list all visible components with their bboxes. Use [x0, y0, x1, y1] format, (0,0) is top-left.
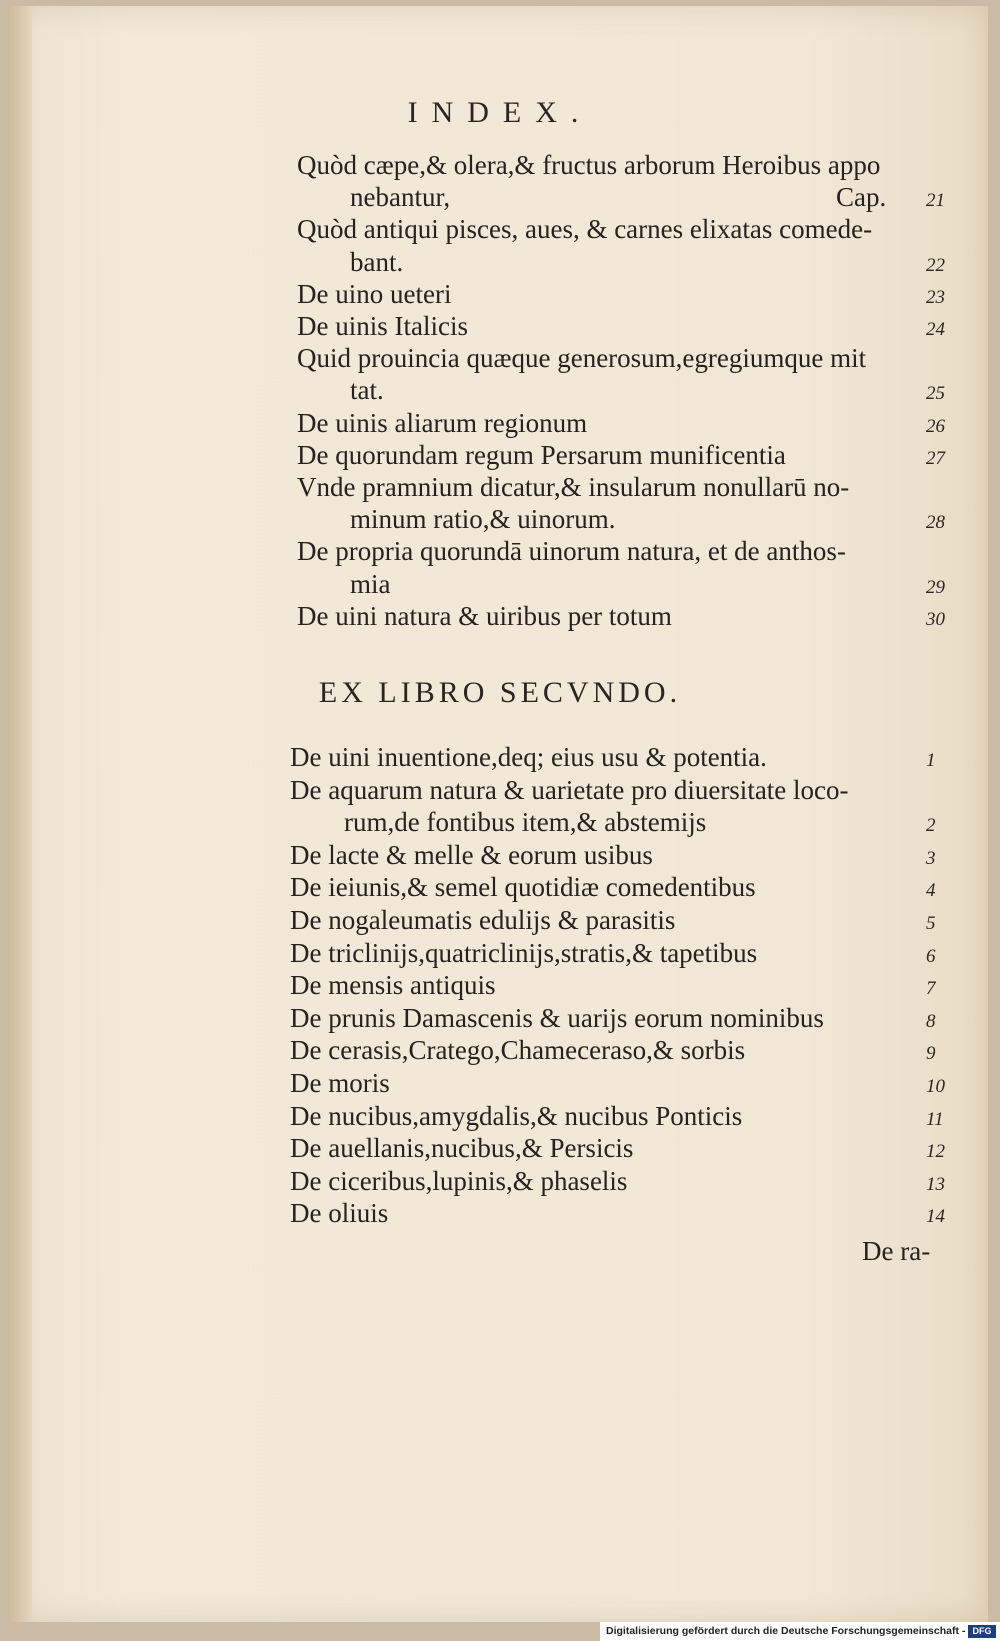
index-entry-line: De triclinijs,quatriclinijs,stratis,& tapetibus	[290, 937, 758, 968]
index-entry-line: De moris	[290, 1068, 390, 1098]
chapter-number: 28	[926, 512, 945, 534]
index-entry-line: minum ratio,& uinorum.	[350, 504, 616, 535]
chapter-number: 22	[926, 254, 945, 276]
chapter-number: 10	[926, 1076, 945, 1097]
chapter-number: 14	[926, 1206, 945, 1228]
chapter-number: 30	[926, 608, 945, 630]
index-entry-line: De ieiunis,& semel quotidiæ comedentibus	[290, 872, 756, 903]
index-entry-line: De uinis aliarum regionum	[297, 407, 588, 438]
chapter-number: 29	[926, 576, 945, 598]
index-entry-line: De oliuis	[290, 1198, 389, 1229]
index-entry-line: De prunis Damascenis & uarijs eorum nominibus	[290, 1002, 824, 1033]
index-entry-line: De mensis antiquis	[290, 970, 496, 1001]
index-entry-line: bant.	[350, 246, 404, 277]
index-entry-line: Vnde pramnium dicatur,& insularum nonullarū no-	[297, 472, 850, 502]
chapter-number: 4	[926, 880, 936, 902]
index-entry-line: nebantur,	[350, 182, 451, 213]
page-gutter	[8, 6, 32, 1622]
index-entry-line: Quid prouincia quæque generosum,egregiumque mit	[297, 343, 867, 374]
chapter-number: 6	[926, 945, 936, 967]
index-entry-line: De propria quorundā uinorum natura, et de anthos-	[297, 536, 846, 567]
chapter-number: 13	[926, 1173, 945, 1195]
chapter-number: 2	[926, 815, 936, 837]
index-entry-line: De quorundam regum Persarum munificentia	[297, 439, 786, 470]
chapter-number: 27	[926, 447, 945, 469]
index-entry-line: tat.	[350, 375, 384, 406]
index-entry-line: De uini natura & uiribus per totum	[297, 600, 672, 631]
index-entry-line: mia	[350, 568, 391, 599]
index-entry-line: De lacte & melle & eorum usibus	[290, 839, 653, 870]
chapter-number: 21	[926, 190, 945, 212]
chapter-number: 7	[926, 978, 936, 1000]
index-entry-line: De cerasis,Cratego,Chamecerasо,& sorbis	[290, 1035, 746, 1066]
catchword: De ra-	[862, 1236, 931, 1266]
dfg-logo-icon: DFG	[968, 1625, 996, 1638]
index-entry-line: De nogaleumatis edulijs & parasitis	[290, 905, 676, 935]
index-entry-line: De uinis Italicis	[297, 311, 468, 341]
chapter-number: 26	[926, 415, 945, 437]
chapter-number: 8	[926, 1010, 936, 1032]
chapter-number: 1	[926, 750, 936, 771]
index-entry-line: De uini inuentione,deq; eius usu & potentia.	[290, 742, 767, 772]
chapter-number: 3	[926, 847, 936, 869]
chapter-number: 25	[926, 383, 945, 405]
chapter-number: 5	[926, 913, 936, 934]
chapter-number: 11	[926, 1108, 944, 1130]
chapter-number: 23	[926, 286, 945, 308]
index-entry-line: De ciceribus,lupinis,& phaselis	[290, 1165, 628, 1196]
index-entry-line: rum,de fontibus item,& abstemijs	[344, 807, 707, 838]
footer-text: Digitalisierung gefördert durch die Deutsche Forschungsgemeinschaft -	[606, 1625, 966, 1637]
index-entry-line: De auellanis,nucibus,& Persicis	[290, 1133, 634, 1164]
chapter-label: Cap.	[836, 182, 887, 213]
chapter-number: 9	[926, 1043, 936, 1065]
page-header: INDEX.	[407, 96, 593, 129]
section-title: EX LIBRO SECVNDO.	[318, 676, 682, 709]
index-entry-line: De nucibus,amygdalis,& nucibus Ponticis	[290, 1100, 743, 1131]
index-entry-line: Quòd antiqui pisces, aues, & carnes elixatas comede-	[297, 214, 873, 245]
digitization-footer	[600, 1622, 1000, 1641]
chapter-number: 24	[926, 319, 945, 340]
index-entry-line: De uino ueteri	[297, 278, 452, 309]
index-entry-line: Quòd cæpe,& olera,& fructus arborum Heroibus appo	[297, 150, 881, 180]
chapter-number: 12	[926, 1141, 945, 1163]
index-entry-line: De aquarum natura & uarietate pro diuersitate loco-	[290, 774, 849, 805]
